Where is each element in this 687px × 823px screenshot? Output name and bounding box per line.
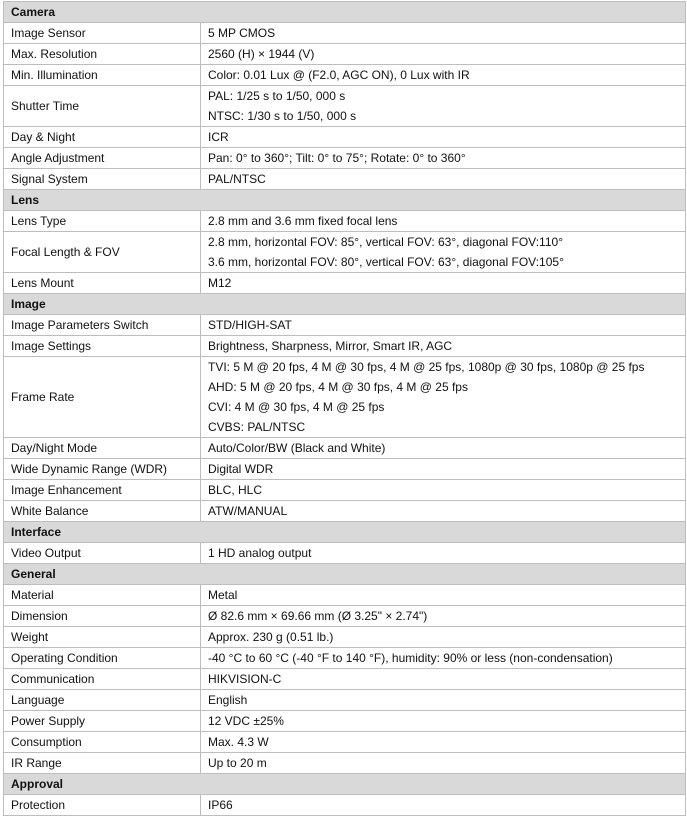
spec-value-line: CVBS: PAL/NTSC xyxy=(208,420,306,434)
spec-label: Signal System xyxy=(4,169,201,190)
spec-value-line: Color: 0.01 Lux @ (F2.0, AGC ON), 0 Lux with IR xyxy=(208,68,470,82)
spec-value-line: IP66 xyxy=(208,798,233,812)
spec-value xyxy=(201,480,686,501)
spec-value-line: Up to 20 m xyxy=(208,756,267,770)
spec-value-line: 1 HD analog output xyxy=(208,546,312,560)
spec-row xyxy=(4,753,686,774)
spec-value-line: 2.8 mm and 3.6 mm fixed focal lens xyxy=(208,214,398,228)
spec-row xyxy=(4,127,686,148)
spec-row xyxy=(4,669,686,690)
spec-value-line: 3.6 mm, horizontal FOV: 80°, vertical FOV: 63°, diagonal FOV:105° xyxy=(208,255,564,269)
spec-value xyxy=(201,86,686,127)
spec-value-line: English xyxy=(208,693,248,707)
spec-label: Image Sensor xyxy=(4,23,201,44)
spec-value xyxy=(201,669,686,690)
spec-label: Language xyxy=(4,690,201,711)
spec-row xyxy=(4,65,686,86)
spec-row xyxy=(4,211,686,232)
spec-row xyxy=(4,169,686,190)
spec-label: Communication xyxy=(4,669,201,690)
section-header-image xyxy=(4,294,686,315)
spec-value-line: Ø 82.6 mm × 69.66 mm (Ø 3.25" × 2.74") xyxy=(208,609,428,623)
spec-value xyxy=(201,795,686,816)
spec-row xyxy=(4,648,686,669)
spec-label: Image Settings xyxy=(4,336,201,357)
spec-value-line: 2560 (H) × 1944 (V) xyxy=(208,47,315,61)
section-header-lens xyxy=(4,190,686,211)
spec-value xyxy=(201,459,686,480)
spec-value-line: M12 xyxy=(208,276,232,290)
spec-label: Lens Type xyxy=(4,211,201,232)
spec-row xyxy=(4,543,686,564)
spec-label: Wide Dynamic Range (WDR) xyxy=(4,459,201,480)
spec-value-line: Digital WDR xyxy=(208,462,274,476)
spec-label: Min. Illumination xyxy=(4,65,201,86)
spec-value xyxy=(201,23,686,44)
spec-value xyxy=(201,606,686,627)
spec-value xyxy=(201,315,686,336)
spec-label: Image Parameters Switch xyxy=(4,315,201,336)
spec-value-line: -40 °C to 60 °C (-40 °F to 140 °F), humidity: 90% or less (non-condensation) xyxy=(208,651,613,665)
spec-value-line: BLC, HLC xyxy=(208,483,263,497)
spec-value xyxy=(201,732,686,753)
spec-value-line: Pan: 0° to 360°; Tilt: 0° to 75°; Rotate: 0° to 360° xyxy=(208,151,466,165)
spec-label: Shutter Time xyxy=(4,86,201,127)
spec-value xyxy=(201,357,686,438)
spec-value-line: HIKVISION-C xyxy=(208,672,282,686)
spec-row xyxy=(4,480,686,501)
spec-label: Video Output xyxy=(4,543,201,564)
spec-row xyxy=(4,585,686,606)
spec-value-line: Metal xyxy=(208,588,238,602)
spec-table xyxy=(3,1,686,816)
spec-label: Dimension xyxy=(4,606,201,627)
spec-value-line: ATW/MANUAL xyxy=(208,504,288,518)
spec-value xyxy=(201,232,686,273)
spec-row xyxy=(4,711,686,732)
spec-row xyxy=(4,606,686,627)
spec-label: Material xyxy=(4,585,201,606)
section-title: Approval xyxy=(4,774,686,795)
section-header-approval xyxy=(4,774,686,795)
spec-label: IR Range xyxy=(4,753,201,774)
spec-row xyxy=(4,44,686,65)
spec-value-line: ICR xyxy=(208,130,229,144)
spec-row xyxy=(4,232,686,273)
spec-value xyxy=(201,65,686,86)
section-title: Lens xyxy=(4,190,686,211)
spec-table-body xyxy=(4,2,686,816)
spec-row xyxy=(4,23,686,44)
section-title: Interface xyxy=(4,522,686,543)
spec-value xyxy=(201,585,686,606)
spec-label: Frame Rate xyxy=(4,357,201,438)
spec-value-line: 2.8 mm, horizontal FOV: 85°, vertical FOV: 63°, diagonal FOV:110° xyxy=(208,235,563,249)
spec-value-line: CVI: 4 M @ 30 fps, 4 M @ 25 fps xyxy=(208,400,385,414)
section-title: Camera xyxy=(4,2,686,23)
spec-value xyxy=(201,690,686,711)
spec-row xyxy=(4,86,686,127)
spec-value-line: PAL: 1/25 s to 1/50, 000 s xyxy=(208,89,346,103)
spec-row xyxy=(4,315,686,336)
spec-value-line: Max. 4.3 W xyxy=(208,735,269,749)
spec-row xyxy=(4,357,686,438)
spec-label: Day/Night Mode xyxy=(4,438,201,459)
spec-value-line: TVI: 5 M @ 20 fps, 4 M @ 30 fps, 4 M @ 25 fps, 1080p @ 30 fps, 1080p @ 25 fps xyxy=(208,360,645,374)
spec-value xyxy=(201,336,686,357)
spec-label: White Balance xyxy=(4,501,201,522)
spec-value xyxy=(201,273,686,294)
spec-value-line: 12 VDC ±25% xyxy=(208,714,284,728)
spec-value-line: AHD: 5 M @ 20 fps, 4 M @ 30 fps, 4 M @ 25 fps xyxy=(208,380,468,394)
spec-value xyxy=(201,211,686,232)
spec-value xyxy=(201,648,686,669)
spec-row xyxy=(4,438,686,459)
spec-label: Power Supply xyxy=(4,711,201,732)
spec-label: Day & Night xyxy=(4,127,201,148)
spec-label: Operating Condition xyxy=(4,648,201,669)
spec-value xyxy=(201,753,686,774)
spec-row xyxy=(4,336,686,357)
spec-value xyxy=(201,711,686,732)
spec-value-line: 5 MP CMOS xyxy=(208,26,276,40)
spec-label: Focal Length & FOV xyxy=(4,232,201,273)
spec-value-line: Approx. 230 g (0.51 lb.) xyxy=(208,630,334,644)
spec-label: Angle Adjustment xyxy=(4,148,201,169)
spec-value xyxy=(201,127,686,148)
spec-value xyxy=(201,627,686,648)
spec-value-line: STD/HIGH-SAT xyxy=(208,318,292,332)
spec-label: Protection xyxy=(4,795,201,816)
spec-row xyxy=(4,501,686,522)
section-header-camera xyxy=(4,2,686,23)
spec-row xyxy=(4,148,686,169)
spec-value xyxy=(201,501,686,522)
spec-row xyxy=(4,690,686,711)
spec-label: Image Enhancement xyxy=(4,480,201,501)
spec-label: Max. Resolution xyxy=(4,44,201,65)
section-title: Image xyxy=(4,294,686,315)
spec-value xyxy=(201,169,686,190)
spec-value xyxy=(201,543,686,564)
spec-value xyxy=(201,148,686,169)
spec-label: Consumption xyxy=(4,732,201,753)
spec-row xyxy=(4,795,686,816)
spec-value xyxy=(201,44,686,65)
spec-row xyxy=(4,459,686,480)
section-header-interface xyxy=(4,522,686,543)
spec-row xyxy=(4,627,686,648)
spec-label: Lens Mount xyxy=(4,273,201,294)
spec-value-line: NTSC: 1/30 s to 1/50, 000 s xyxy=(208,109,357,123)
spec-label: Weight xyxy=(4,627,201,648)
section-title: General xyxy=(4,564,686,585)
spec-row xyxy=(4,273,686,294)
spec-value-line: PAL/NTSC xyxy=(208,172,266,186)
section-header-general xyxy=(4,564,686,585)
spec-row xyxy=(4,732,686,753)
spec-value-line: Brightness, Sharpness, Mirror, Smart IR, AGC xyxy=(208,339,453,353)
spec-value-line: Auto/Color/BW (Black and White) xyxy=(208,441,386,455)
spec-value xyxy=(201,438,686,459)
